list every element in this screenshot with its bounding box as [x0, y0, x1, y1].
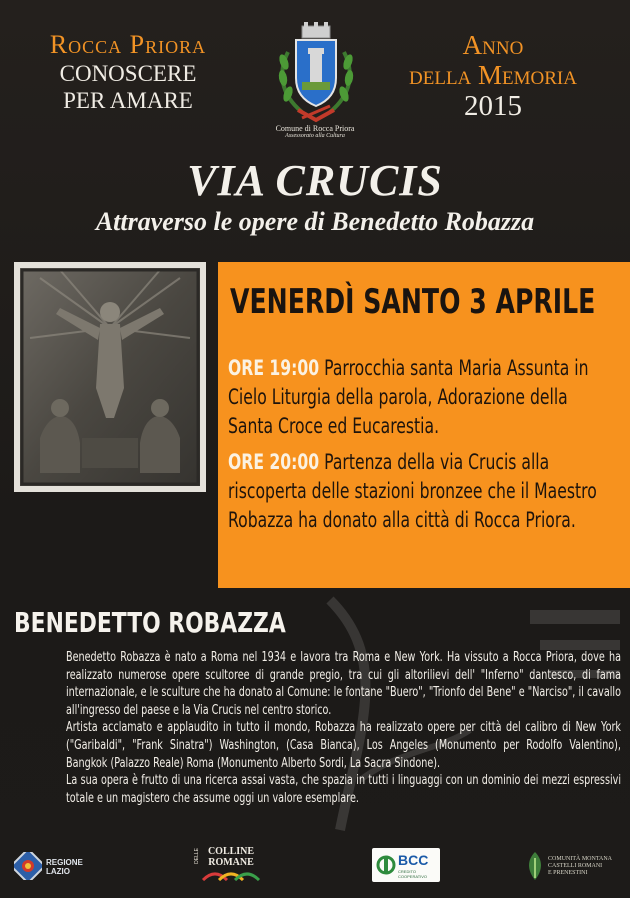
crest-subcaption: Assessorato alla Cultura — [285, 133, 345, 139]
event-time-2: ORE 20:00 — [228, 450, 320, 474]
comunita-line-2: CASTELLI ROMANI — [548, 863, 603, 869]
page-subtitle: Attraverso le opere di Benedetto Robazza — [95, 207, 535, 236]
bio-heading: BENEDETTO ROBAZZA — [14, 606, 286, 639]
bio-paragraph-2: Artista acclamato e applaudito in tutto il mondo, Robazza ha realizzato opere per città del calibro di New York ("Garibaldi", "Frank Sinatra") Washington, (Casa Bianca), Los Angeles (Monumento per Rodolfo Valentino), Bangkok (Palazzo Reale) Roma (Monumento Alberto Sordi, La Sacra Sindone). — [66, 720, 621, 771]
bronze-relief-picture — [20, 268, 200, 486]
colline-hills-icon — [201, 871, 261, 881]
colline-side-label: DELLE — [194, 848, 200, 864]
bcc-logo — [372, 848, 440, 882]
comunita-line-1: COMUNITÀ MONTANA — [548, 856, 613, 862]
event-time-1: ORE 19:00 — [228, 356, 320, 380]
event-box — [218, 262, 630, 588]
relief-image — [14, 262, 206, 492]
colline-line-1: COLLINE — [207, 846, 255, 857]
regione-lazio-emblem-icon — [14, 852, 42, 880]
event-date: VENERDÌ SANTO 3 APRILE — [230, 282, 596, 322]
municipal-crest-icon — [272, 22, 360, 126]
header-left — [8, 30, 248, 114]
header-right — [368, 30, 618, 122]
crest-caption: Comune di Rocca Priora — [275, 124, 355, 133]
comunita-montana-emblem-icon — [524, 850, 546, 882]
event-item-2 — [228, 448, 615, 535]
bio-paragraph-1: Benedetto Robazza è nato a Roma nel 1934 e lavora tra Roma e New York. Ha vissuto a Rocca Priora, dove ha realizzato numerose opere scultoree di grande pregio, tra cui gli altorilievi dell' "Inferno" dantesco, di fama internazionale, e le sculture che ha donato al Comune: le fontane "Buero", "Trionfo del Bene" e "Narciso", il cavallo all'ingresso del paese e la Via Crucis nel centro storico. — [66, 650, 621, 718]
lazio-line-1: REGIONE — [46, 858, 83, 867]
anno-label: Anno — [462, 30, 524, 60]
year-label: 2015 — [464, 90, 522, 122]
bio-text — [66, 649, 621, 807]
colline-romane-logo — [196, 846, 266, 886]
motto-line-2: PER AMARE — [63, 88, 193, 113]
bcc-sub: CREDITO COOPERATIVO — [398, 869, 428, 879]
regione-lazio-logo — [14, 848, 124, 884]
comunita-montana-logo — [522, 848, 622, 888]
bio-paragraph-3: La sua opera è frutto di una ricerca assai vasta, che spazia in tutti i linguaggi con un dominio dei mezzi espressivi totale e un magistero che assume oggi un valore esemplare. — [66, 773, 621, 806]
town-name: Rocca Priora — [49, 30, 207, 59]
event-text-2: Partenza della via Crucis alla riscoperta delle stazioni bronzee che il Maestro Robazza ha donato alla città di Rocca Priora. — [228, 450, 597, 532]
lazio-line-2: LAZIO — [46, 867, 70, 876]
bcc-emblem-icon — [376, 855, 396, 875]
page-title: VIA CRUCIS — [187, 156, 443, 205]
footer-logos — [0, 840, 630, 898]
event-text-1: Parrocchia santa Maria Assunta in Cielo Liturgia della parola, Adorazione della Santa Croce ed Eucarestia. — [228, 356, 589, 438]
event-item-1 — [228, 354, 615, 441]
memoria-label: della Memoria — [409, 60, 577, 90]
motto-line-1: CONOSCERE — [59, 61, 197, 86]
colline-line-2: ROMANE — [208, 857, 254, 868]
bcc-name: BCC — [398, 852, 429, 868]
comunita-line-3: E PRENESTINI — [548, 870, 588, 876]
